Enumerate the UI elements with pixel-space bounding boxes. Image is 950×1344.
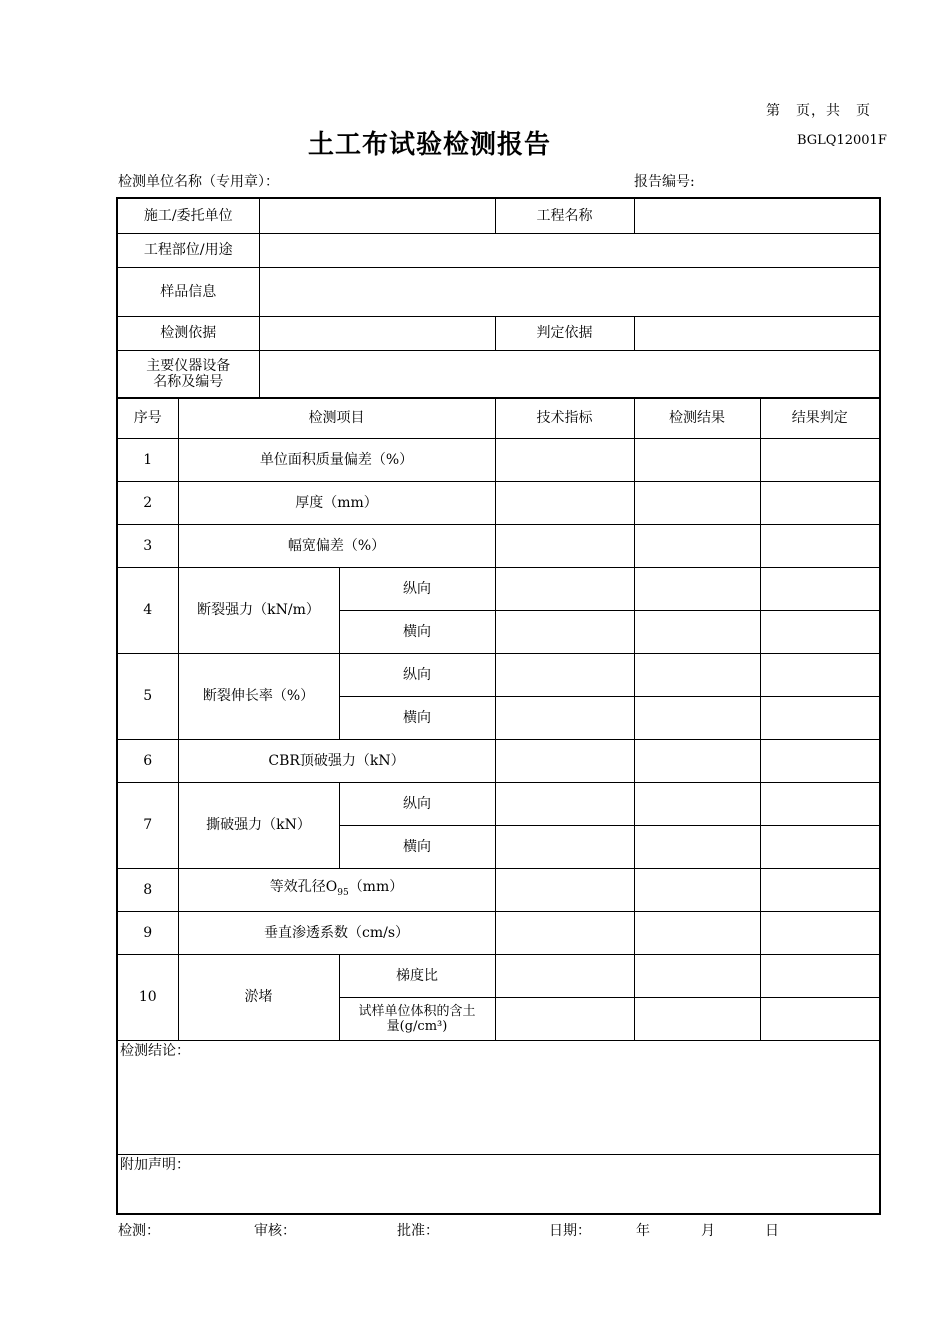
test-item: 淤堵 [178, 954, 339, 1040]
result-cell[interactable] [634, 868, 760, 911]
judge-basis-field[interactable] [634, 316, 880, 350]
soil-content-label-line1: 试样单位体积的含土 [358, 1003, 476, 1019]
direction-label: 纵向 [339, 782, 495, 825]
judge-basis-label: 判定依据 [495, 316, 634, 350]
statement-row [117, 1154, 880, 1214]
spec-cell[interactable] [495, 438, 634, 481]
col-header-item: 检测项目 [178, 398, 495, 438]
statement-label: 附加声明： [120, 1156, 190, 1173]
table-row [117, 653, 880, 696]
basis-label: 检测依据 [117, 316, 259, 350]
testing-unit-label: 检测单位名称（专用章）： [118, 174, 279, 190]
spec-cell[interactable] [495, 696, 634, 739]
equipment-field[interactable] [259, 350, 880, 398]
test-item-prefix: 等效孔径O [269, 878, 338, 895]
statement-field[interactable] [117, 1154, 880, 1214]
judge-cell[interactable] [760, 825, 880, 868]
report-number-label: 报告编号: [634, 174, 695, 190]
direction-label: 横向 [339, 696, 495, 739]
row-number: 2 [117, 481, 178, 524]
soil-content-label-line2: 量(g/cm³) [386, 1018, 448, 1034]
spec-cell[interactable] [495, 868, 634, 911]
spec-cell[interactable] [495, 782, 634, 825]
result-cell[interactable] [634, 567, 760, 610]
page-title: 土工布试验检测报告 [308, 130, 552, 160]
soil-content-label [339, 997, 495, 1040]
spec-cell[interactable] [495, 739, 634, 782]
col-header-spec: 技术指标 [495, 398, 634, 438]
test-item-suffix: （mm） [348, 878, 404, 895]
spec-cell[interactable] [495, 653, 634, 696]
test-item [178, 868, 495, 911]
project-name-field[interactable] [634, 198, 880, 233]
spec-cell[interactable] [495, 954, 634, 997]
sample-field[interactable] [259, 267, 880, 316]
row-number: 9 [117, 911, 178, 954]
spec-cell[interactable] [495, 911, 634, 954]
result-cell[interactable] [634, 997, 760, 1040]
judge-cell[interactable] [760, 696, 880, 739]
table-header-row [117, 398, 880, 438]
date-day-label: 日 [765, 1223, 779, 1239]
table-row [117, 782, 880, 825]
sample-label: 样品信息 [117, 267, 259, 316]
approver-label: 批准： [397, 1223, 439, 1239]
test-item: 断裂强力（kN/m） [178, 567, 339, 653]
table-row [117, 567, 880, 610]
result-cell[interactable] [634, 653, 760, 696]
row-number: 7 [117, 782, 178, 868]
judge-cell[interactable] [760, 997, 880, 1040]
result-cell[interactable] [634, 739, 760, 782]
judge-cell[interactable] [760, 653, 880, 696]
judge-cell[interactable] [760, 782, 880, 825]
col-header-no: 序号 [117, 398, 178, 438]
judge-cell[interactable] [760, 481, 880, 524]
info-row-basis [117, 316, 880, 350]
row-number: 10 [117, 954, 178, 1040]
table-row [117, 524, 880, 567]
report-table [116, 197, 881, 1215]
table-row [117, 868, 880, 911]
conclusion-row [117, 1040, 880, 1154]
spec-cell[interactable] [495, 997, 634, 1040]
result-cell[interactable] [634, 954, 760, 997]
reviewer-label: 审核： [254, 1223, 296, 1239]
test-item: 单位面积质量偏差（%） [178, 438, 495, 481]
conclusion-label: 检测结论： [120, 1042, 190, 1059]
tester-label: 检测： [118, 1223, 160, 1239]
project-name-label: 工程名称 [495, 198, 634, 233]
direction-label: 横向 [339, 610, 495, 653]
result-cell[interactable] [634, 610, 760, 653]
info-row-part [117, 233, 880, 267]
table-row [117, 911, 880, 954]
result-cell[interactable] [634, 696, 760, 739]
col-header-result: 检测结果 [634, 398, 760, 438]
test-item-subscript: 95 [337, 887, 349, 898]
conclusion-field[interactable] [117, 1040, 880, 1154]
table-row [117, 954, 880, 997]
info-row-equipment [117, 350, 880, 398]
client-label: 施工/委托单位 [117, 198, 259, 233]
info-row-client [117, 198, 880, 233]
table-row [117, 438, 880, 481]
row-number: 3 [117, 524, 178, 567]
result-cell[interactable] [634, 825, 760, 868]
basis-field[interactable] [259, 316, 495, 350]
date-month-label: 月 [701, 1223, 715, 1239]
info-row-sample [117, 267, 880, 316]
test-item: 断裂伸长率（%） [178, 653, 339, 739]
test-item: CBR顶破强力（kN） [178, 739, 495, 782]
table-row [117, 481, 880, 524]
test-item: 垂直渗透系数（cm/s） [178, 911, 495, 954]
judge-cell[interactable] [760, 610, 880, 653]
part-label: 工程部位/用途 [117, 233, 259, 267]
spec-cell[interactable] [495, 567, 634, 610]
row-number: 4 [117, 567, 178, 653]
test-item: 幅宽偏差（%） [178, 524, 495, 567]
judge-cell[interactable] [760, 438, 880, 481]
gradient-ratio-label: 梯度比 [339, 954, 495, 997]
row-number: 6 [117, 739, 178, 782]
result-cell[interactable] [634, 481, 760, 524]
spec-cell[interactable] [495, 481, 634, 524]
date-year-label: 年 [636, 1223, 650, 1239]
row-number: 8 [117, 868, 178, 911]
col-header-judge: 结果判定 [760, 398, 880, 438]
spec-cell[interactable] [495, 825, 634, 868]
page-number: 第 页，共 页 [766, 103, 871, 119]
result-cell[interactable] [634, 782, 760, 825]
row-number: 5 [117, 653, 178, 739]
judge-cell[interactable] [760, 954, 880, 997]
spec-cell[interactable] [495, 524, 634, 567]
result-cell[interactable] [634, 524, 760, 567]
test-item: 撕破强力（kN） [178, 782, 339, 868]
equipment-label-line2: 名称及编号 [153, 373, 224, 390]
result-cell[interactable] [634, 911, 760, 954]
direction-label: 横向 [339, 825, 495, 868]
judge-cell[interactable] [760, 567, 880, 610]
test-item: 厚度（mm） [178, 481, 495, 524]
part-field[interactable] [259, 233, 880, 267]
client-field[interactable] [259, 198, 495, 233]
judge-cell[interactable] [760, 739, 880, 782]
direction-label: 纵向 [339, 567, 495, 610]
equipment-label-line1: 主要仪器设备 [146, 357, 231, 374]
row-number: 1 [117, 438, 178, 481]
judge-cell[interactable] [760, 911, 880, 954]
result-cell[interactable] [634, 438, 760, 481]
form-code: BGLQ12001F [797, 133, 887, 148]
direction-label: 纵向 [339, 653, 495, 696]
spec-cell[interactable] [495, 610, 634, 653]
table-row [117, 739, 880, 782]
judge-cell[interactable] [760, 868, 880, 911]
date-label: 日期： [549, 1223, 591, 1239]
judge-cell[interactable] [760, 524, 880, 567]
equipment-label [117, 350, 259, 398]
